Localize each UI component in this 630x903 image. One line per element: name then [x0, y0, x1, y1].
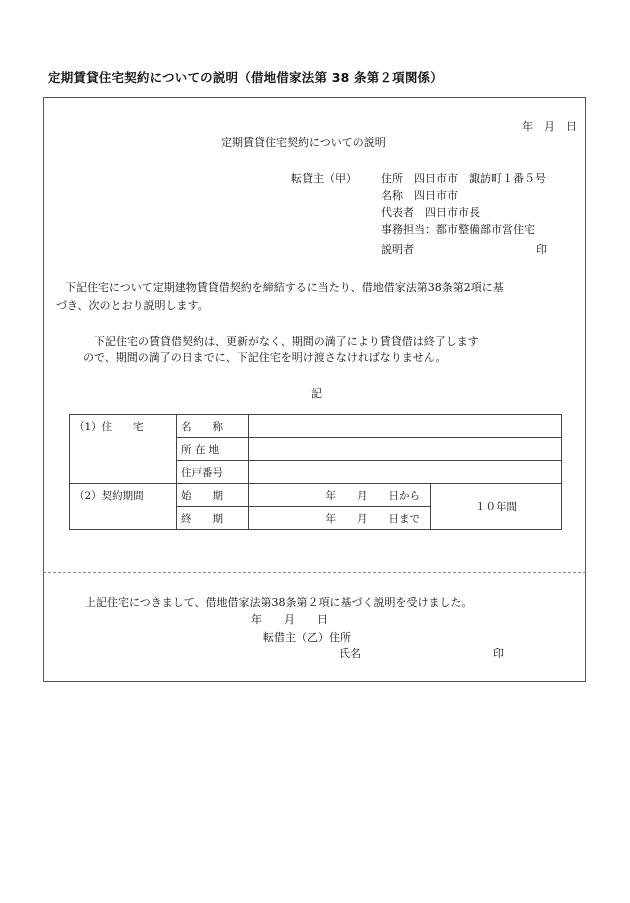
lessor-office: 事務担当：都市整備部市営住宅: [381, 223, 535, 236]
housing-name-cell: [249, 415, 562, 438]
form-date: 年 月 日: [522, 120, 577, 133]
lessee-seal: 印: [493, 647, 504, 660]
paragraph-1-line-2: づき、次のとおり説明します。: [56, 299, 209, 312]
housing-location-cell: [249, 438, 562, 461]
form-title: 定期賃貸住宅契約についての説明: [221, 136, 386, 149]
receipt-date: 年 月 日: [251, 613, 328, 626]
start-label: 始 期: [177, 484, 249, 507]
name-label: 名 称: [177, 415, 249, 438]
start-date: 年 月 日から: [249, 484, 431, 507]
page-heading: 定期賃貸住宅契約についての説明（借地借家法第 38 条第２項関係）: [48, 70, 443, 85]
end-date: 年 月 日まで: [249, 507, 431, 530]
lessee-name-label: 氏名: [339, 647, 361, 660]
cut-line-divider: [43, 572, 586, 573]
lessor-representative: 代表者 四日市市長: [381, 206, 480, 219]
lessor-label: 転貸主（甲）: [291, 172, 357, 185]
table-row: [70, 415, 562, 438]
receipt-statement: 上記住宅につきまして、借地借家法第38条第２項に基づく説明を受けました。: [85, 596, 473, 609]
unit-number-label: 住戸番号: [177, 461, 249, 484]
contract-period-label: （2）契約期間: [70, 484, 177, 530]
table-row: [70, 484, 562, 507]
lessor-name: 名称 四日市市: [381, 189, 458, 202]
contract-duration: １０年間: [431, 484, 562, 530]
explainer-label: 説明者: [381, 243, 414, 256]
explainer-seal: 印: [536, 243, 547, 256]
lessor-address: 住所 四日市市 諏訪町１番５号: [381, 172, 546, 185]
paragraph-2-line-2: ので、期間の満了の日までに、下記住宅を明け渡さなければなりません。: [83, 351, 447, 364]
lessee-address-label: 転借主（乙）住所: [263, 631, 351, 644]
unit-number-cell: [249, 461, 562, 484]
paragraph-2-line-1: 下記住宅の賃貸借契約は、更新がなく、期間の満了により賃貸借は終了します: [94, 335, 479, 348]
ki-marker: 記: [311, 387, 322, 400]
housing-label: （1）住 宅: [70, 415, 177, 484]
contract-info-table: [69, 414, 562, 530]
location-label: 所 在 地: [177, 438, 249, 461]
end-label: 終 期: [177, 507, 249, 530]
paragraph-1-line-1: 下記住宅について定期建物賃貸借契約を締結するに当たり、借地借家法第38条第2項に基: [65, 281, 504, 294]
